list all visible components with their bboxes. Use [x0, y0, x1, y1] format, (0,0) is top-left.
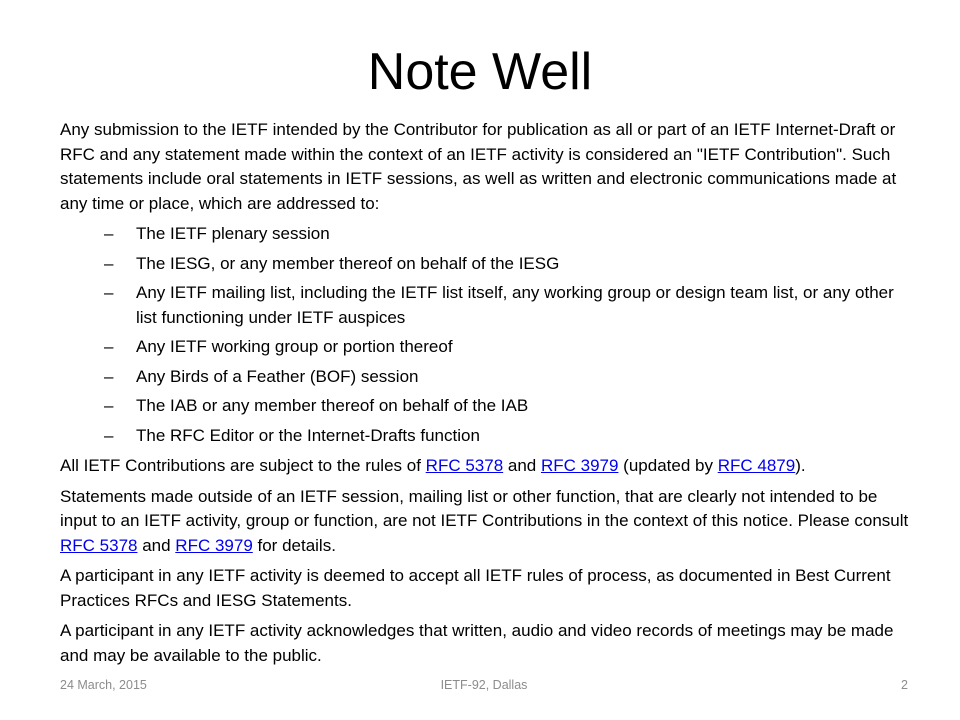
- rules-and: and: [503, 456, 541, 475]
- list-item: [60, 394, 912, 419]
- intro-paragraph: Any submission to the IETF intended by the Contributor for publication as all or part of an IETF Internet-Draft or RFC and any statement made within the context of an IETF activity is considered an "IETF Contribution". Such statements include oral statements in IETF sessions, as well as written and electronic communications made at any time or place, which are addressed to:: [60, 120, 897, 213]
- rules-updated-by: (updated by: [618, 456, 718, 475]
- rfc-3979-link[interactable]: RFC 3979: [540, 456, 619, 475]
- list-item: [60, 252, 912, 277]
- bullet-dash: –: [104, 283, 114, 302]
- addressee-list: [60, 222, 912, 448]
- bullet-dash: –: [104, 396, 114, 415]
- list-item-text: The IAB or any member thereof on behalf of the IAB: [136, 396, 529, 415]
- footer-date: 24 March, 2015: [60, 678, 147, 692]
- outside-statements-paragraph: [60, 485, 912, 559]
- list-item: [60, 281, 912, 330]
- slide-title: Note Well: [367, 43, 593, 101]
- outside-suffix: for details.: [252, 535, 336, 555]
- outside-and: and: [137, 535, 176, 555]
- bullet-dash: –: [104, 337, 114, 356]
- rfc-5378-link[interactable]: RFC 5378: [60, 535, 138, 555]
- bullet-dash: –: [104, 253, 114, 273]
- rfc-3979-link[interactable]: RFC 3979: [175, 535, 253, 555]
- list-item-text: The IESG, or any member thereof on behalf of the IESG: [136, 253, 560, 273]
- footer-page-number: 2: [901, 678, 908, 692]
- rules-suffix: ).: [795, 456, 806, 475]
- list-item-text: Any IETF mailing list, including the IETF list itself, any working group or design team list, or any other list functioning under IETF auspices: [136, 283, 894, 327]
- outside-prefix: Statements made outside of an IETF session, mailing list or other function, that are clearly not intended to be input to an IETF activity, group or function, are not IETF Contributions in the context of this notice. Please consult: [60, 486, 909, 530]
- list-item: [60, 424, 912, 449]
- rfc-5378-link[interactable]: RFC 5378: [425, 456, 504, 475]
- footer-event: IETF-92, Dallas: [440, 678, 528, 692]
- slide-footer: [60, 678, 908, 698]
- rules-paragraph: [60, 454, 912, 479]
- list-item-text: The IETF plenary session: [136, 224, 330, 243]
- list-item: [60, 365, 912, 390]
- bullet-dash: –: [104, 425, 114, 445]
- list-item: [60, 222, 912, 247]
- accept-rules-paragraph: A participant in any IETF activity is deemed to accept all IETF rules of process, as documented in Best Current Practices RFCs and IESG Statements.: [60, 566, 891, 610]
- list-item: [60, 335, 912, 360]
- bullet-dash: –: [104, 366, 114, 386]
- slide-body: [60, 118, 912, 674]
- list-item-text: Any Birds of a Feather (BOF) session: [136, 366, 419, 386]
- list-item-text: The RFC Editor or the Internet-Drafts function: [136, 425, 480, 445]
- records-paragraph: A participant in any IETF activity acknowledges that written, audio and video records of meetings may be made and may be available to the public.: [60, 621, 894, 665]
- rules-prefix: All IETF Contributions are subject to the rules of: [60, 456, 426, 475]
- bullet-dash: –: [104, 224, 114, 243]
- rfc-4879-link[interactable]: RFC 4879: [717, 456, 796, 475]
- list-item-text: Any IETF working group or portion thereof: [136, 337, 453, 356]
